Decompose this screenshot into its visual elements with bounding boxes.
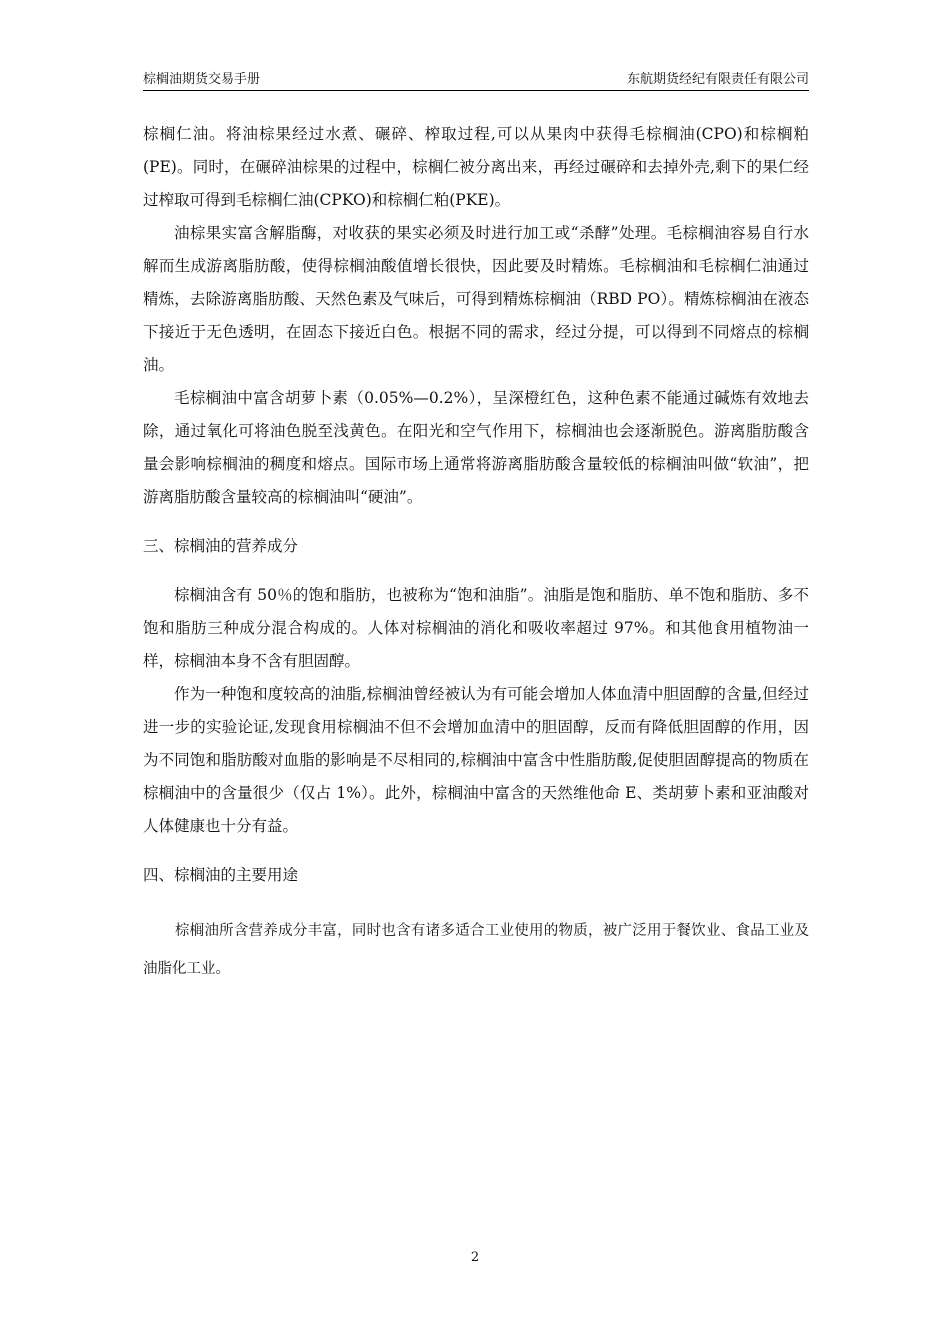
- paragraph-cholesterol: 作为一种饱和度较高的油脂,棕榈油曾经被认为有可能会增加人体血清中胆固醇的含量,但经过进一步的实验论证,发现食用棕榈油不但不会增加血清中的胆固醇，反而有降低胆固醇的作用，因为不同饱和脂肪酸对血脂的影响是不尽相同的,棕榈油中富含中性脂肪酸,促使胆固醇提高的物质在棕榈油中的含量很少（仅占 1%）。此外，棕榈油中富含的天然维他命 E、类胡萝卜素和亚油酸对人体健康也十分有益。: [143, 685, 809, 835]
- paragraph-saturated-fat: 棕榈油含有 50％的饱和脂肪，也被称为“饱和油脂”。油脂是饱和脂肪、单不饱和脂肪、多不饱和脂肪三种成分混合构成的。人体对棕榈油的消化和吸收率超过 97%。和其他食用植物油一样，棕榈油本身不含有胆固醇。: [143, 586, 809, 670]
- page-number: 2: [470, 1250, 480, 1265]
- paragraph-carotene: 毛棕榈油中富含胡萝卜素（0.05%—0.2%），呈深橙红色，这种色素不能通过碱炼有效地去除，通过氧化可将油色脱至浅黄色。在阳光和空气作用下，棕榈油也会逐渐脱色。游离脂肪酸含量会影响棕榈油的稠度和熔点。国际市场上通常将游离脂肪酸含量较低的棕榈油叫做“软油”，把游离脂肪酸含量较高的棕榈油叫“硬油”。: [143, 389, 809, 506]
- section-heading-uses: 四、棕榈油的主要用途: [143, 866, 299, 884]
- header-company: 东航期货经纪有限责任有限公司: [626, 72, 809, 87]
- document-body: [143, 118, 809, 988]
- section-heading-nutrition: 三、棕榈油的营养成分: [143, 537, 299, 555]
- header-title: 棕榈油期货交易手册: [143, 72, 261, 87]
- paragraph-refining: 油棕果实富含解脂酶，对收获的果实必须及时进行加工或“杀酵”处理。毛棕榈油容易自行水解而生成游离脂肪酸，使得棕榈油酸值增长很快，因此要及时精炼。毛棕榈油和毛棕榈仁油通过精炼，去除游离脂肪酸、天然色素及气味后，可得到精炼棕榈油（RBD PO）。精炼棕榈油在液态下接近于无色透明，在固态下接近白色。根据不同的需求，经过分提，可以得到不同熔点的棕榈油。: [143, 224, 809, 374]
- paragraph-processing: 棕榈仁油。将油棕果经过水煮、碾碎、榨取过程,可以从果肉中获得毛棕榈油(CPO)和棕榈粕(PE)。同时，在碾碎油棕果的过程中，棕榈仁被分离出来，再经过碾碎和去掉外壳,剩下的果仁经过榨取可得到毛棕榈仁油(CPKO)和棕榈仁粕(PKE)。: [143, 125, 809, 209]
- page-header: [143, 70, 809, 91]
- paragraph-uses: 棕榈油所含营养成分丰富，同时也含有诸多适合工业使用的物质，被广泛用于餐饮业、食品工业及油脂化工业。: [143, 923, 809, 977]
